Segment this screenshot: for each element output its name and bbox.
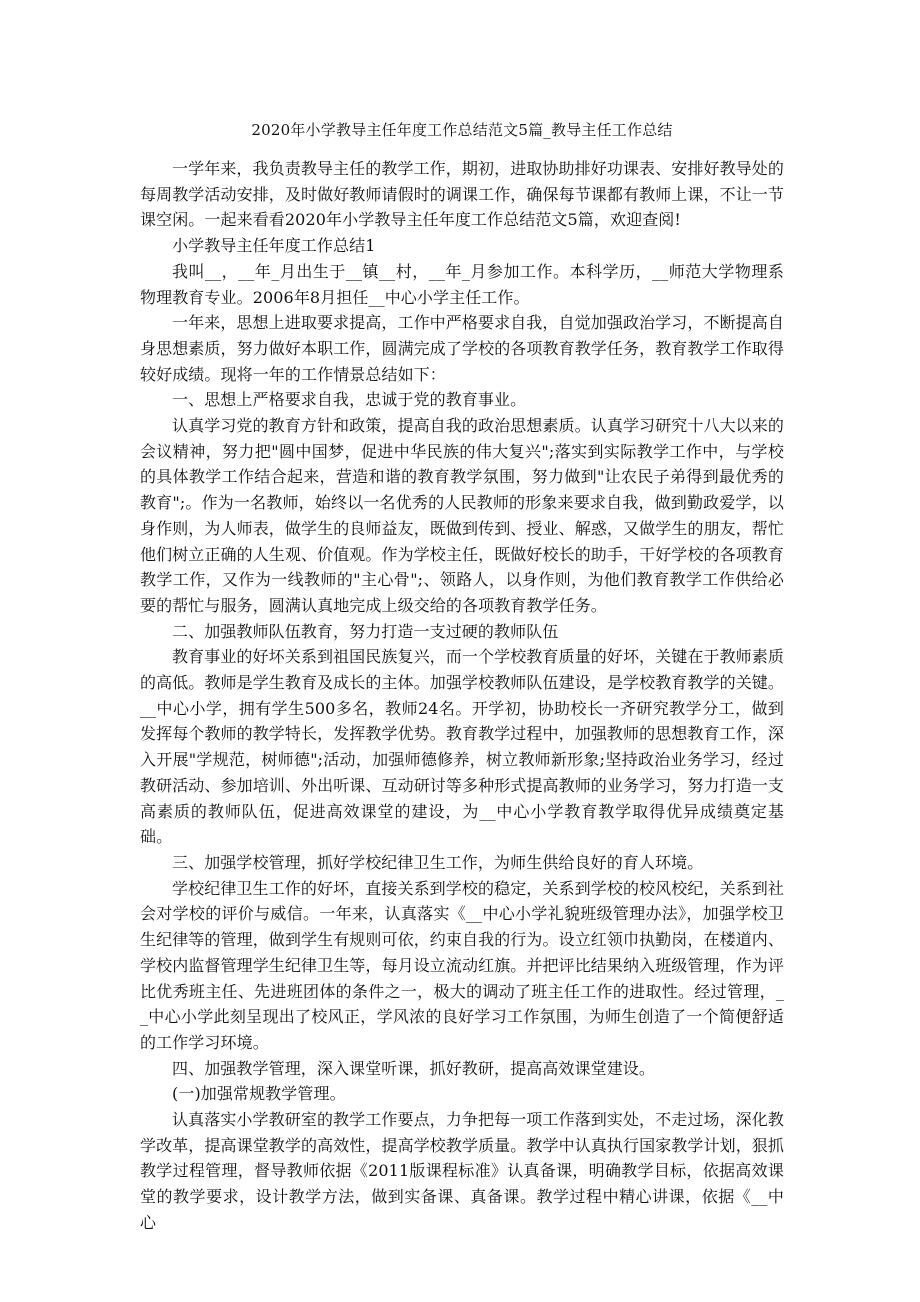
body-paragraph: 认真学习党的教育方针和政策，提高自我的政治思想素质。认真学习研究十八大以来的会议精神，努力把"圆中国梦，促进中华民族的伟大复兴";落实到实际教学工作中，与学校的具体教学工作结合起来，营造和谐的教育教学氛围，努力做到"让农民子弟得到最优秀的教育";。作为一名教师，始终以一名优秀的人民教师的形象来要求自我，做到勤政爱学，以身作则，为人师表，做学生的良师益友，既做到传到、授业、解惑，又做学生的朋友，帮忙他们树立正确的人生观、价值观。作为学校主任，既做好校长的助手，干好学校的各项教育教学工作，又作为一线教师的"主心骨";、领路人，以身作则，为他们教育教学工作供给必要的帮忙与服务，圆满认真地完成上级交给的各项教育教学任务。 — [140, 416, 785, 615]
subsection-heading: (一)加强常规教学管理。 — [172, 1084, 346, 1104]
section-heading: 四、加强教学管理，深入课堂听课，抓好教研，提高高效课堂建设。 — [172, 1058, 656, 1078]
body-paragraph: 认真落实小学教研室的教学工作要点，力争把每一项工作落到实处，不走过场，深化教学改革，提高课堂教学的高效性，提高学校教学质量。教学中认真执行国家教学计划，狠抓教学过程管理，督导教师依据《2011版课程标准》认真备课，明确教学目标，依据高效课堂的教学要求，设计教学方法，做到实备课、真备课。教学过程中精心讲课，依据《__中心 — [140, 1110, 785, 1232]
body-paragraph: 学校纪律卫生工作的好坏，直接关系到学校的稳定，关系到学校的校风校纪，关系到社会对学校的评价与威信。一年来，认真落实《__中心小学礼貌班级管理办法》，加强学校卫生纪律等的管理，做到学生有规则可依，约束自我的行为。设立红领巾执勤岗，在楼道内、学校内监督管理学生纪律卫生等，每月设立流动红旗。并把评比结果纳入班级管理，作为评比优秀班主任、先进班团体的条件之一，极大的调动了班主任工作的进取性。经过管理，__中心小学此刻呈现出了校风正，学风浓的良好学习工作氛围，为师生创造了一个简便舒适的工作学习环境。 — [140, 878, 785, 1052]
body-paragraph: 我叫__，__年_月出生于__镇__村，__年_月参加工作。本科学历，__师范大学物理系物理教育专业。2006年8月担任__中心小学主任工作。 — [140, 261, 784, 307]
intro-paragraph: 一学年来，我负责教导主任的教学工作，期初，进取协助排好功课表、安排好教导处的每周教学活动安排，及时做好教师请假时的调课工作，确保每节课都有教师上课，不让一节课空闲。一起来看看2020年小学教导主任年度工作总结范文5篇，欢迎查阅! — [140, 159, 785, 230]
section-heading: 一、思想上严格要求自我，忠诚于党的教育事业。 — [172, 390, 527, 410]
body-paragraph: 一年来，思想上进取要求提高，工作中严格要求自我，自觉加强政治学习，不断提高自身思想素质，努力做好本职工作，圆满完成了学校的各项教育教学任务，教育教学工作取得较好成绩。现将一年的工作情景总结如下： — [140, 313, 785, 384]
section-heading: 二、加强教师队伍教育，努力打造一支过硬的教师队伍 — [172, 621, 559, 641]
section-heading: 三、加强学校管理，抓好学校纪律卫生工作，为师生供给良好的育人环境。 — [172, 852, 704, 872]
body-paragraph: 教育事业的好坏关系到祖国民族复兴，而一个学校教育质量的好坏，关键在于教师素质的高低。教师是学生教育及成长的主体。加强学校教师队伍建设，是学校教育教学的关键。__中心小学，拥有学生500多名，教师24名。开学初，协助校长一齐研究教学分工，做到发挥每个教师的教学特长，发挥教学优势。教育教学过程中，加强教师的思想教育工作，深入开展"学规范，树师德";活动，加强师德修养，树立教师新形象;坚持政治业务学习，经过教研活动、参加培训、外出听课、互动研讨等多种形式提高教师的业务学习，努力打造一支高素质的教师队伍，促进高效课堂的建设，为__中心小学教育教学取得优异成绩奠定基础。 — [140, 647, 785, 847]
document-title: 2020年小学教导主任年度工作总结范文5篇_教导主任工作总结 — [251, 121, 673, 139]
document-body — [140, 156, 784, 1236]
section-heading: 小学教导主任年度工作总结1 — [172, 236, 376, 256]
